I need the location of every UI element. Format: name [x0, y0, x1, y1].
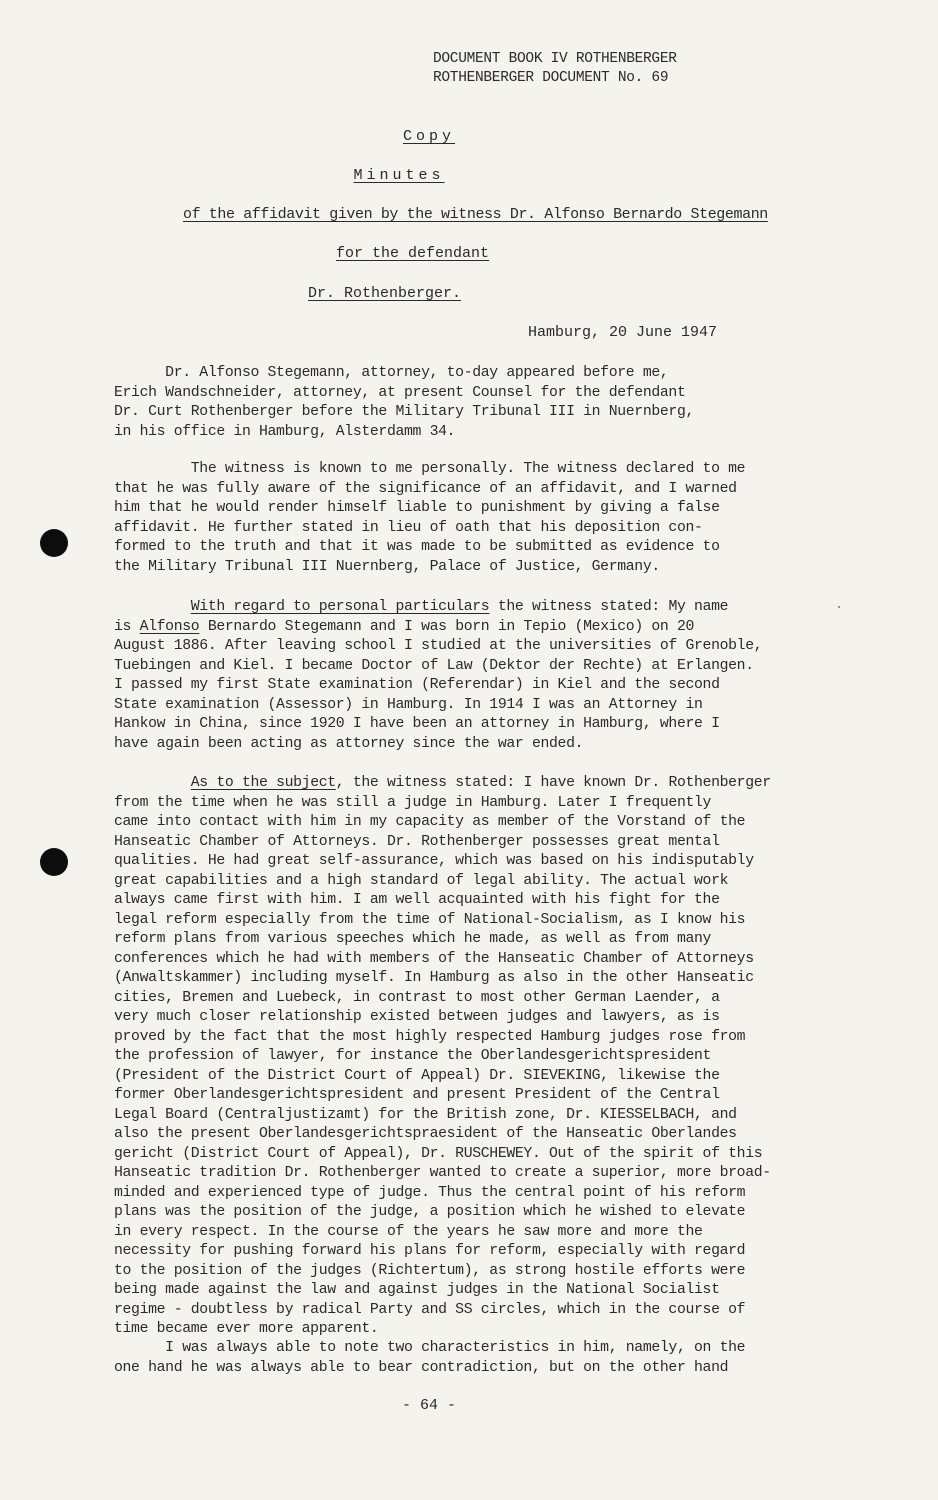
text-line: The witness is known to me personally. The witness declared to me: [114, 461, 746, 477]
text-line: Erich Wandschneider, attorney, at present Counsel for the defendant: [114, 384, 686, 401]
text-line: legal reform especially from the time of National-Socialism, as I know his: [114, 911, 746, 928]
text-line: gericht (District Court of Appeal), Dr. RUSCHEWEY. Out of the spirit of this: [114, 1145, 763, 1162]
text-line: necessity for pushing forward his plans for reform, especially with regard: [114, 1243, 746, 1259]
witness-first-name: Alfonso: [139, 618, 200, 635]
text-line: [114, 774, 844, 794]
header-line-1: DOCUMENT BOOK IV ROTHENBERGER: [433, 51, 677, 67]
text-line: one hand he was always able to bear contradiction, but on the other hand: [114, 1359, 729, 1376]
text-line: State examination (Assessor) in Hamburg. In 1914 I was an Attorney in: [114, 696, 703, 713]
text-line: reform plans from various speeches which he made, as well as from many: [114, 931, 712, 947]
text-line: [114, 618, 844, 638]
text-line: time became ever more apparent.: [114, 1321, 379, 1337]
paragraph-personal-particulars: [114, 598, 844, 754]
text-line: (President of the District Court of Appeal) Dr. SIEVEKING, likewise the: [114, 1067, 720, 1084]
text-line: proved by the fact that the most highly respected Hamburg judges rose from: [114, 1028, 746, 1045]
text-line: plans was the position of the judge, a position which he wished to elevate: [114, 1204, 746, 1220]
paragraph-subject: [114, 774, 844, 1340]
title-defendant-name: Dr. Rothenberger.: [308, 285, 462, 302]
title-affidavit-line: of the affidavit given by the witness Dr. Alfonso Bernardo Stegemann: [183, 206, 768, 223]
paper-speck: [838, 606, 840, 608]
text-line: Tuebingen and Kiel. I became Doctor of Law (Dektor der Rechte) at Erlangen.: [114, 657, 754, 674]
punch-hole-bottom: [40, 848, 68, 876]
title-minutes: Minutes: [353, 167, 445, 184]
title-defendant-line: for the defendant: [336, 245, 490, 262]
text-line: former Oberlandesgerichtspresident and present President of the Central: [114, 1087, 720, 1103]
text-line: Hanseatic Chamber of Attorneys. Dr. Rothenberger possesses great mental: [114, 833, 720, 850]
text-line: minded and experienced type of judge. Thus the central point of his reform: [114, 1184, 746, 1201]
text-line: affidavit. He further stated in lieu of oath that his deposition con-: [114, 519, 703, 536]
text-line: formed to the truth and that it was made to be submitted as evidence to: [114, 539, 720, 555]
text-line: in every respect. In the course of the years he saw more and more the: [114, 1223, 703, 1240]
text-line: August 1886. After leaving school I studied at the universities of Grenoble,: [114, 638, 763, 654]
text-run: Bernardo Stegemann and I was born in Tepio (Mexico) on 20: [199, 618, 695, 635]
paragraph-declaration: [114, 460, 844, 577]
document-header: [433, 50, 677, 88]
text-line: in his office in Hamburg, Alsterdamm 34.: [114, 423, 456, 440]
text-line: came into contact with him in my capacity as member of the Vorstand of the: [114, 814, 746, 830]
text-line: to the position of the judges (Richtertum), as strong hostile efforts were: [114, 1262, 746, 1279]
text-line: very much closer relationship existed between judges and lawyers, as is: [114, 1009, 720, 1025]
header-line-2: ROTHENBERGER DOCUMENT No. 69: [433, 70, 669, 86]
text-line: have again been acting as attorney since the war ended.: [114, 735, 584, 752]
paragraph-appearance: [114, 364, 844, 442]
text-line: (Anwaltskammer) including myself. In Hamburg as also in the other Hanseatic: [114, 970, 754, 986]
page-number: - 64 -: [401, 1397, 456, 1414]
heading-subject: As to the subject: [190, 775, 336, 791]
text-line: conferences which he had with members of the Hanseatic Chamber of Attorneys: [114, 950, 754, 967]
text-run: the witness stated: My name: [489, 599, 729, 615]
text-line: Hanseatic tradition Dr. Rothenberger wanted to create a superior, more broad-: [114, 1165, 771, 1181]
text-line: also the present Oberlandesgerichtspraesident of the Hanseatic Oberlandes: [114, 1126, 737, 1142]
text-line: great capabilities and a high standard of legal ability. The actual work: [114, 872, 729, 889]
text-line: Legal Board (Centraljustizamt) for the British zone, Dr. KIESSELBACH, and: [114, 1106, 737, 1123]
title-copy: Copy: [402, 128, 455, 145]
punch-hole-top: [40, 529, 68, 557]
text-line: him that he would render himself liable to punishment by giving a false: [114, 500, 720, 516]
text-line: always came first with him. I am well acquainted with his fight for the: [114, 892, 720, 908]
paragraph-characteristics: [114, 1339, 844, 1378]
text-run: , the witness stated: I have known Dr. Rothenberger: [335, 775, 771, 791]
text-line: Hankow in China, since 1920 I have been an attorney in Hamburg, where I: [114, 716, 720, 732]
text-line: qualities. He had great self-assurance, which was based on his indisputably: [114, 853, 754, 869]
text-line: being made against the law and against judges in the National Socialist: [114, 1282, 720, 1298]
text-line: regime - doubtless by radical Party and SS circles, which in the course of: [114, 1301, 746, 1318]
text-line: Dr. Alfonso Stegemann, attorney, to-day appeared before me,: [114, 365, 669, 381]
text-line: Dr. Curt Rothenberger before the Military Tribunal III in Nuernberg,: [114, 404, 695, 420]
text-line: from the time when he was still a judge in Hamburg. Later I frequently: [114, 794, 712, 811]
text-line: I was always able to note two characteristics in him, namely, on the: [114, 1340, 746, 1356]
text-line: that he was fully aware of the significance of an affidavit, and I warned: [114, 480, 737, 497]
text-run: is: [114, 618, 140, 635]
text-line: cities, Bremen and Luebeck, in contrast to most other German Laender, a: [114, 989, 720, 1006]
text-line: I passed my first State examination (Referendar) in Kiel and the second: [114, 677, 720, 693]
document-date: Hamburg, 20 June 1947: [528, 324, 718, 341]
text-line: the profession of lawyer, for instance the Oberlandesgerichtspresident: [114, 1048, 712, 1064]
text-line: [114, 598, 844, 618]
heading-personal-particulars: With regard to personal particulars: [190, 599, 490, 615]
text-line: the Military Tribunal III Nuernberg, Palace of Justice, Germany.: [114, 558, 660, 575]
